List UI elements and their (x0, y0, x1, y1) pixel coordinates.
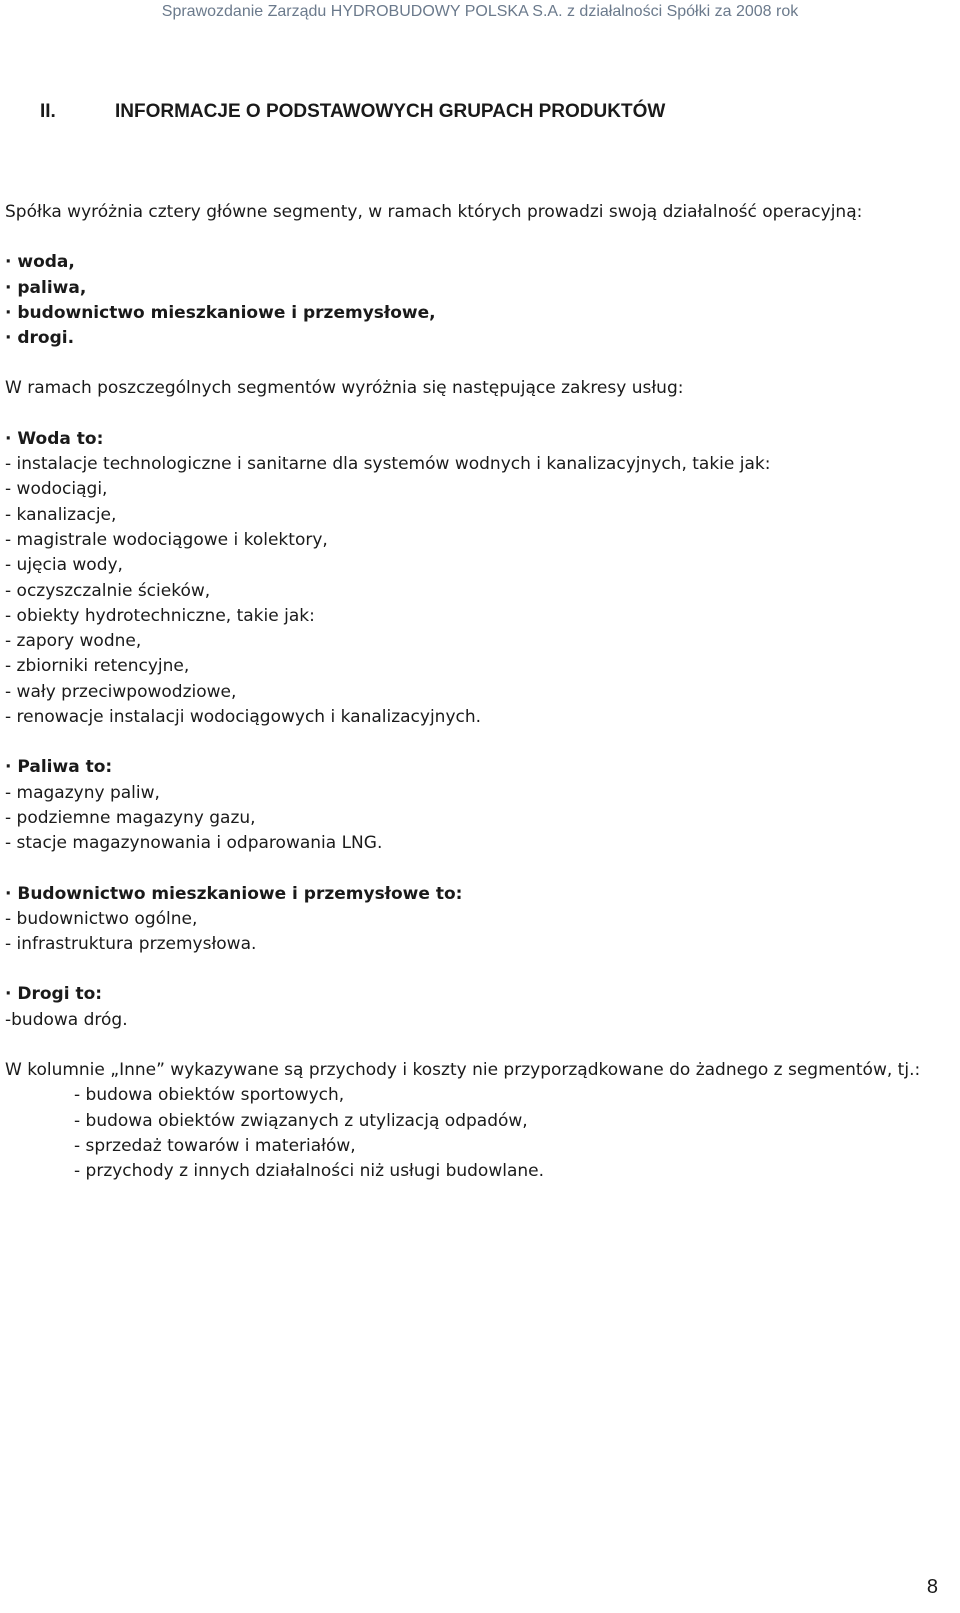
segment-item: · drogi. (5, 328, 75, 349)
list-item: - budowa obiektów związanych z utylizacją odpadów, (74, 1110, 528, 1131)
section-title: INFORMACJE O PODSTAWOWYCH GRUPACH PRODUKTÓW (115, 101, 666, 122)
woda-heading: · Woda to: (5, 428, 104, 449)
scope-intro: W ramach poszczególnych segmentów wyróżnia się następujące zakresy usług: (5, 378, 684, 399)
list-item: - stacje magazynowania i odparowania LNG. (5, 833, 383, 854)
segment-item: · paliwa, (5, 277, 87, 298)
list-item: - instalacje technologiczne i sanitarne dla systemów wodnych i kanalizacyjnych, takie jak: (5, 454, 771, 475)
list-item: - infrastruktura przemysłowa. (5, 934, 257, 955)
budownictwo-list (5, 907, 931, 958)
list-item: - obiekty hydrotechniczne, takie jak: (5, 605, 315, 626)
intro-paragraph: Spółka wyróżnia cztery główne segmenty, w ramach których prowadzi swoją działalność operacyjną: (5, 202, 863, 222)
list-item: - budownictwo ogólne, (5, 908, 198, 929)
list-item: - renowacje instalacji wodociągowych i kanalizacyjnych. (5, 707, 482, 728)
segment-item: · budownictwo mieszkaniowe i przemysłowe, (5, 302, 436, 323)
list-item: - magistrale wodociągowe i kolektory, (5, 529, 328, 550)
segment-item: · woda, (5, 252, 75, 273)
segment-list (5, 250, 931, 351)
paliwa-heading: · Paliwa to: (5, 757, 113, 778)
list-item: - podziemne magazyny gazu, (5, 807, 256, 828)
paliwa-list (5, 781, 931, 857)
page-header: Sprawozdanie Zarządu HYDROBUDOWY POLSKA S.A. z działalności Spółki za 2008 rok (161, 3, 799, 20)
list-item: - magazyny paliw, (5, 782, 160, 803)
list-item: - oczyszczalnie ścieków, (5, 580, 211, 601)
inne-list (5, 1083, 931, 1184)
list-item: -budowa dróg. (5, 1009, 128, 1030)
inne-paragraph: W kolumnie „Inne” wykazywane są przychody i koszty nie przyporządkowane do żadnego z segmentów, tj.: (5, 1060, 921, 1081)
drogi-heading: · Drogi to: (5, 984, 103, 1005)
list-item: - zapory wodne, (5, 631, 142, 652)
list-item: - ujęcia wody, (5, 555, 123, 576)
list-item: - przychody z innych działalności niż usługi budowlane. (74, 1161, 545, 1182)
budownictwo-heading: · Budownictwo mieszkaniowe i przemysłowe to: (5, 883, 463, 904)
list-item: - sprzedaż towarów i materiałów, (74, 1135, 356, 1156)
woda-list (5, 452, 931, 730)
section-heading (40, 99, 665, 125)
list-item: - kanalizacje, (5, 504, 117, 525)
section-number: II. (40, 101, 56, 122)
list-item: - zbiorniki retencyjne, (5, 656, 190, 677)
list-item: - wały przeciwpowodziowe, (5, 681, 237, 702)
list-item: - budowa obiektów sportowych, (74, 1085, 345, 1106)
document-body (5, 200, 931, 1185)
drogi-list (5, 1008, 931, 1033)
page-number: 8 (926, 1576, 938, 1598)
list-item: - wodociągi, (5, 479, 108, 500)
